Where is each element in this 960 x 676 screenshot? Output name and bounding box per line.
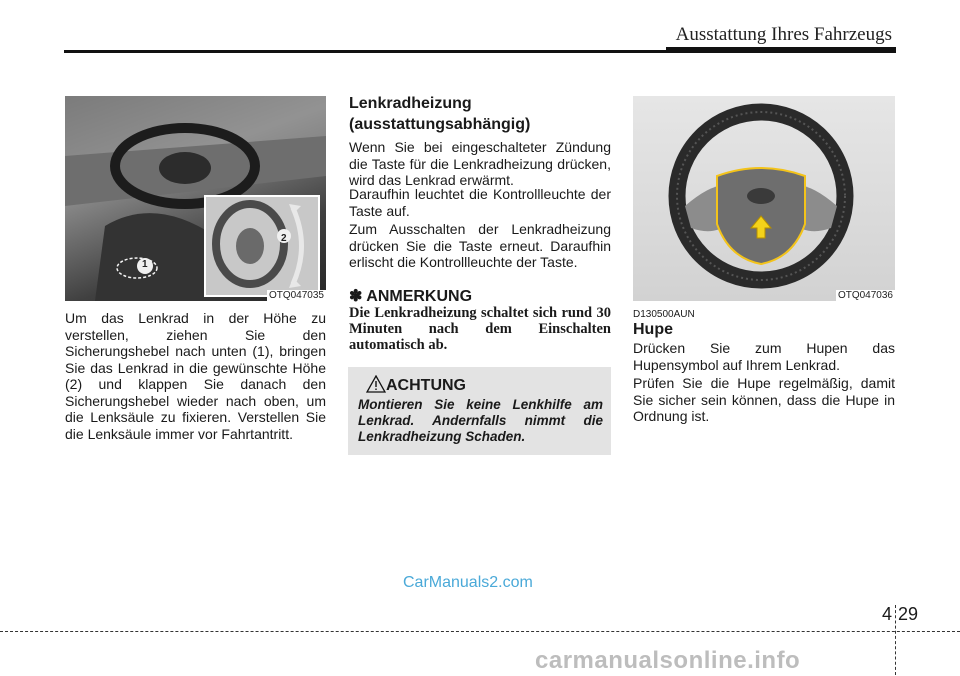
warning-text: Montieren Sie keine Lenkhilfe am Lenkrad. Andernfalls nimmt die Lenkradheizung Schaden. <box>358 397 603 444</box>
footer-separator <box>895 605 897 675</box>
page-number: 29 <box>898 604 919 624</box>
figure-code: OTQ047036 <box>837 290 893 301</box>
steering-adjust-figure <box>65 96 326 301</box>
warning-title: ACHTUNG <box>386 377 466 394</box>
callout-2: 2 <box>281 233 287 244</box>
heating-paragraph-1: Wenn Sie bei eingeschalteter Zündung die Taste für die Lenkradheizung drücken, wird das Lenkrad erwärmt. <box>349 139 611 188</box>
section-heading <box>349 93 611 135</box>
reference-code: D130500AUN <box>633 309 695 320</box>
watermark-footer: carmanualsonline.info <box>535 647 801 674</box>
warning-triangle-icon <box>366 375 386 393</box>
section-number: 4 <box>882 604 893 624</box>
note-title: ✽ ANMERKUNG <box>349 288 473 305</box>
horn-heading: Hupe <box>633 321 673 338</box>
steering-adjust-paragraph: Um das Lenkrad in der Höhe zu verstellen, ziehen Sie den Sicherungshebel nach unten (1), bringen Sie das Lenkrad in die gewünschte Höhe (2) und klappen Sie danach den Sicherungshebel wieder nach oben, um die Lenksäule zu fixieren. Verstellen Sie die Lenksäule immer vor Fahrtantritt. <box>65 310 326 442</box>
heading-line-2: (ausstattungsabhängig) <box>349 116 531 133</box>
warning-box <box>348 367 611 455</box>
steering-adjust-illustration <box>65 96 326 301</box>
heading-line-1: Lenkradheizung <box>349 95 472 112</box>
horn-figure <box>633 96 895 301</box>
footer-rule <box>0 631 960 632</box>
note-text: Die Lenkradheizung schaltet sich rund 30 Minuten nach dem Einschalten automatisch ab. <box>349 305 611 353</box>
watermark-link[interactable]: CarManuals2.com <box>403 574 533 591</box>
heating-paragraph-2: Daraufhin leuchtet die Kontrollleuchte der Taste auf. <box>349 186 611 219</box>
steering-wheel-illustration <box>633 96 895 301</box>
figure-code: OTQ047035 <box>268 290 324 301</box>
horn-paragraph-2: Prüfen Sie die Hupe regelmäßig, damit Sie sicher sein können, dass die Hupe in Ordnung ist. <box>633 375 895 424</box>
running-header: Ausstattung Ihres Fahrzeugs <box>675 24 892 45</box>
callout-1: 1 <box>142 259 148 270</box>
heating-paragraph-3: Zum Ausschalten der Lenkradheizung drücken Sie die Taste erneut. Daraufhin erlischt die Kontrollleuchte der Taste. <box>349 221 611 270</box>
horn-paragraph-1: Drücken Sie zum Hupen das Hupensymbol auf Ihrem Lenkrad. <box>633 340 895 373</box>
header-rule-thick <box>666 47 896 53</box>
